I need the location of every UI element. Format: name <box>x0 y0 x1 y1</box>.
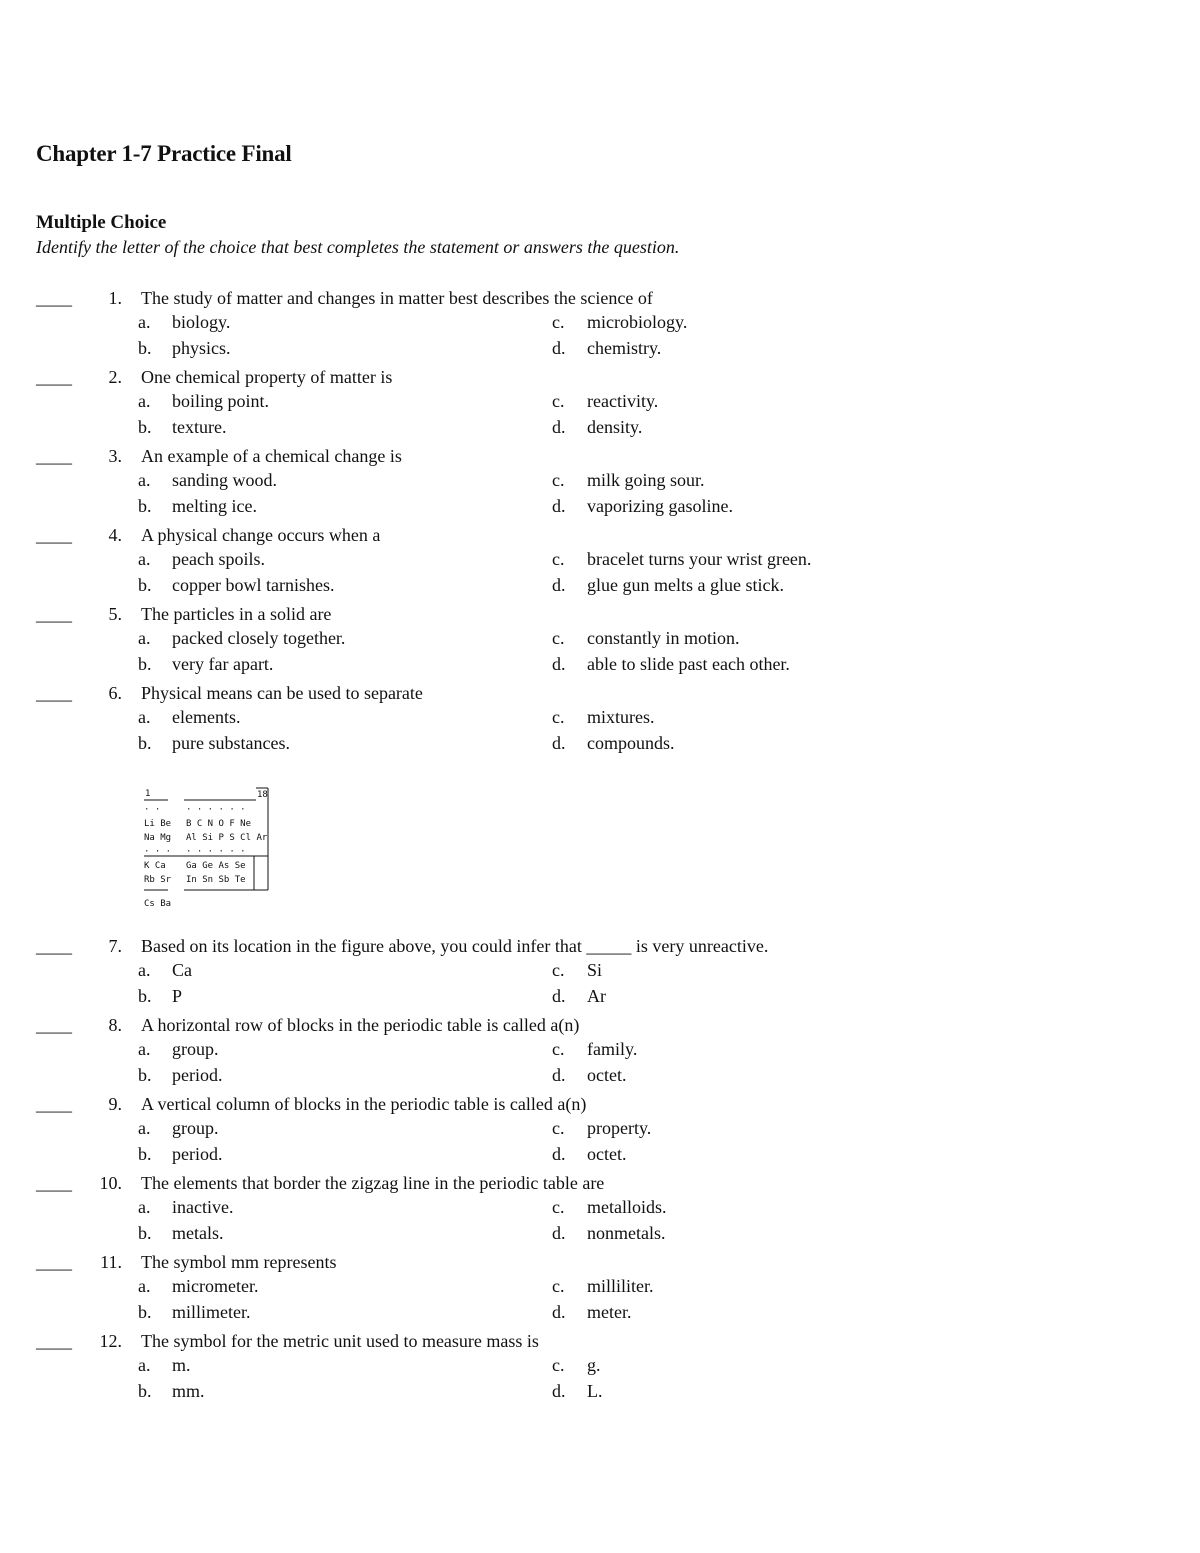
question-line <box>0 288 1200 314</box>
answer-blank[interactable]: ____ <box>36 683 72 703</box>
option-text: density. <box>587 417 643 437</box>
svg-text:In Sn Sb Te: In Sn Sb Te <box>186 875 246 885</box>
answer-blank[interactable]: ____ <box>36 1015 72 1035</box>
answer-blank[interactable]: ____ <box>36 936 72 956</box>
option-text: nonmetals. <box>587 1223 666 1243</box>
question-stem: Physical means can be used to separate <box>141 683 423 703</box>
question-stem: Based on its location in the figure above, you could infer that _____ is very unreactive. <box>141 936 769 956</box>
option-letter: c. <box>552 312 565 332</box>
question-1 <box>0 288 1200 367</box>
option-letter: a. <box>138 391 151 411</box>
question-stem: A vertical column of blocks in the periodic table is called a(n) <box>141 1094 587 1114</box>
option-letter: c. <box>552 628 565 648</box>
option-text: constantly in motion. <box>587 628 740 648</box>
option-letter: b. <box>138 733 152 753</box>
option-letter: b. <box>138 338 152 358</box>
question-line <box>0 1015 1200 1041</box>
option-letter: b. <box>138 575 152 595</box>
option-text: octet. <box>587 1144 627 1164</box>
option-text: boiling point. <box>172 391 270 411</box>
option-text: group. <box>172 1118 219 1138</box>
option-text: g. <box>587 1355 601 1375</box>
answer-blank[interactable]: ____ <box>36 288 72 308</box>
option-text: chemistry. <box>587 338 662 358</box>
answer-blank[interactable]: ____ <box>36 367 72 387</box>
question-number: 9. <box>108 1094 122 1114</box>
periodic-table-figure <box>140 784 272 912</box>
option-text: biology. <box>172 312 231 332</box>
svg-text:· · · · · ·: · · · · · · <box>186 805 246 815</box>
option-letter: b. <box>138 1144 152 1164</box>
option-letter: c. <box>552 1276 565 1296</box>
option-letter: d. <box>552 733 566 753</box>
svg-text:Ga Ge As Se: Ga Ge As Se <box>186 861 246 871</box>
question-line <box>0 1173 1200 1199</box>
option-text: able to slide past each other. <box>587 654 790 674</box>
option-text: Si <box>587 960 603 980</box>
option-text: melting ice. <box>172 496 257 516</box>
option-text: period. <box>172 1065 223 1085</box>
instructions: Identify the letter of the choice that best completes the statement or answers the question. <box>36 237 680 257</box>
option-text: texture. <box>172 417 227 437</box>
option-letter: d. <box>552 496 566 516</box>
option-text: Ar <box>587 986 606 1006</box>
option-text: bracelet turns your wrist green. <box>587 549 812 569</box>
option-letter: b. <box>138 986 152 1006</box>
question-stem: The particles in a solid are <box>141 604 332 624</box>
answer-blank[interactable]: ____ <box>36 1331 72 1351</box>
option-text: reactivity. <box>587 391 659 411</box>
question-number: 8. <box>108 1015 122 1035</box>
question-stem: An example of a chemical change is <box>141 446 402 466</box>
option-letter: d. <box>552 986 566 1006</box>
option-text: vaporizing gasoline. <box>587 496 733 516</box>
question-stem: The symbol mm represents <box>141 1252 337 1272</box>
answer-blank[interactable]: ____ <box>36 1173 72 1193</box>
svg-text:K Ca: K Ca <box>144 861 166 871</box>
option-letter: b. <box>138 1381 152 1401</box>
option-text: mm. <box>172 1381 205 1401</box>
option-letter: c. <box>552 470 565 490</box>
option-letter: d. <box>552 654 566 674</box>
option-text: metalloids. <box>587 1197 667 1217</box>
option-text: family. <box>587 1039 638 1059</box>
option-letter: a. <box>138 1118 151 1138</box>
answer-blank[interactable]: ____ <box>36 1094 72 1114</box>
option-letter: d. <box>552 1223 566 1243</box>
question-number: 7. <box>108 936 122 956</box>
option-letter: c. <box>552 1118 565 1138</box>
option-text: micrometer. <box>172 1276 259 1296</box>
option-letter: b. <box>138 417 152 437</box>
option-letter: b. <box>138 1223 152 1243</box>
option-letter: c. <box>552 549 565 569</box>
option-letter: a. <box>138 1355 151 1375</box>
question-stem: The elements that border the zigzag line in the periodic table are <box>141 1173 605 1193</box>
question-number: 1. <box>108 288 122 308</box>
svg-text:· ·: · · <box>144 805 161 815</box>
question-line <box>0 525 1200 551</box>
option-letter: c. <box>552 1039 565 1059</box>
question-number: 2. <box>108 367 122 387</box>
option-letter: d. <box>552 417 566 437</box>
option-text: glue gun melts a glue stick. <box>587 575 784 595</box>
question-10 <box>0 1173 1200 1252</box>
question-stem: The study of matter and changes in matter best describes the science of <box>141 288 653 308</box>
svg-text:Li Be: Li Be <box>144 819 172 829</box>
question-8 <box>0 1015 1200 1094</box>
svg-text:18: 18 <box>257 790 268 800</box>
question-line <box>0 936 1200 962</box>
question-stem: A physical change occurs when a <box>141 525 381 545</box>
svg-text:B C N O F Ne: B C N O F Ne <box>186 819 252 829</box>
option-letter: a. <box>138 1039 151 1059</box>
option-letter: a. <box>138 1197 151 1217</box>
option-letter: b. <box>138 1065 152 1085</box>
option-letter: c. <box>552 707 565 727</box>
option-letter: a. <box>138 960 151 980</box>
question-number: 3. <box>108 446 122 466</box>
option-letter: d. <box>552 338 566 358</box>
svg-text:Al Si P S Cl Ar: Al Si P S Cl Ar <box>186 833 268 843</box>
option-text: millimeter. <box>172 1302 251 1322</box>
question-12 <box>0 1331 1200 1410</box>
option-text: milliliter. <box>587 1276 654 1296</box>
option-letter: b. <box>138 496 152 516</box>
svg-text:· · · · · ·: · · · · · · <box>186 847 246 857</box>
svg-text:Cs Ba: Cs Ba <box>144 899 172 909</box>
question-number: 4. <box>108 525 122 545</box>
question-number: 5. <box>108 604 122 624</box>
question-line <box>0 446 1200 472</box>
option-text: very far apart. <box>172 654 274 674</box>
answer-blank[interactable]: ____ <box>36 604 72 624</box>
option-letter: d. <box>552 1381 566 1401</box>
question-line <box>0 683 1200 709</box>
option-letter: c. <box>552 1197 565 1217</box>
svg-text:Rb Sr: Rb Sr <box>144 875 172 885</box>
question-line <box>0 1094 1200 1120</box>
answer-blank[interactable]: ____ <box>36 446 72 466</box>
question-line <box>0 367 1200 393</box>
option-text: elements. <box>172 707 241 727</box>
option-letter: d. <box>552 1144 566 1164</box>
option-letter: d. <box>552 1302 566 1322</box>
question-stem: The symbol for the metric unit used to measure mass is <box>141 1331 539 1351</box>
question-number: 11. <box>100 1252 122 1272</box>
question-stem: A horizontal row of blocks in the periodic table is called a(n) <box>141 1015 580 1035</box>
question-line <box>0 1331 1200 1357</box>
option-letter: b. <box>138 1302 152 1322</box>
option-text: m. <box>172 1355 191 1375</box>
option-letter: a. <box>138 549 151 569</box>
question-3 <box>0 446 1200 525</box>
option-text: peach spoils. <box>172 549 265 569</box>
section-heading: Multiple Choice <box>36 212 167 233</box>
option-text: copper bowl tarnishes. <box>172 575 335 595</box>
question-4 <box>0 525 1200 604</box>
question-number: 10. <box>99 1173 122 1193</box>
option-letter: d. <box>552 1065 566 1085</box>
question-line <box>0 1252 1200 1278</box>
option-text: milk going sour. <box>587 470 705 490</box>
option-text: period. <box>172 1144 223 1164</box>
option-text: L. <box>587 1381 603 1401</box>
question-stem: One chemical property of matter is <box>141 367 393 387</box>
question-line <box>0 604 1200 630</box>
option-text: group. <box>172 1039 219 1059</box>
option-letter: a. <box>138 1276 151 1296</box>
question-2 <box>0 367 1200 446</box>
option-text: meter. <box>587 1302 632 1322</box>
option-text: pure substances. <box>172 733 290 753</box>
option-text: mixtures. <box>587 707 655 727</box>
option-letter: b. <box>138 654 152 674</box>
question-11 <box>0 1252 1200 1331</box>
option-letter: c. <box>552 391 565 411</box>
answer-blank[interactable]: ____ <box>36 1252 72 1272</box>
answer-blank[interactable]: ____ <box>36 525 72 545</box>
page-title: Chapter 1-7 Practice Final <box>36 141 292 166</box>
option-letter: d. <box>552 575 566 595</box>
option-text: Ca <box>172 960 192 980</box>
option-letter: c. <box>552 1355 565 1375</box>
option-text: inactive. <box>172 1197 234 1217</box>
question-number: 6. <box>108 683 122 703</box>
option-text: metals. <box>172 1223 224 1243</box>
option-text: physics. <box>172 338 231 358</box>
option-text: sanding wood. <box>172 470 277 490</box>
option-letter: a. <box>138 628 151 648</box>
option-text: microbiology. <box>587 312 688 332</box>
option-text: packed closely together. <box>172 628 346 648</box>
option-letter: a. <box>138 470 151 490</box>
option-text: compounds. <box>587 733 675 753</box>
question-9 <box>0 1094 1200 1173</box>
svg-text:Na Mg: Na Mg <box>144 833 172 843</box>
question-number: 12. <box>99 1331 122 1351</box>
question-5 <box>0 604 1200 683</box>
option-letter: c. <box>552 960 565 980</box>
question-7 <box>0 936 1200 1015</box>
option-text: property. <box>587 1118 652 1138</box>
svg-text:· · ·: · · · <box>144 847 172 857</box>
option-letter: a. <box>138 707 151 727</box>
option-text: octet. <box>587 1065 627 1085</box>
svg-text:1: 1 <box>145 789 151 799</box>
option-text: P <box>172 986 183 1006</box>
option-letter: a. <box>138 312 151 332</box>
question-6 <box>0 683 1200 762</box>
